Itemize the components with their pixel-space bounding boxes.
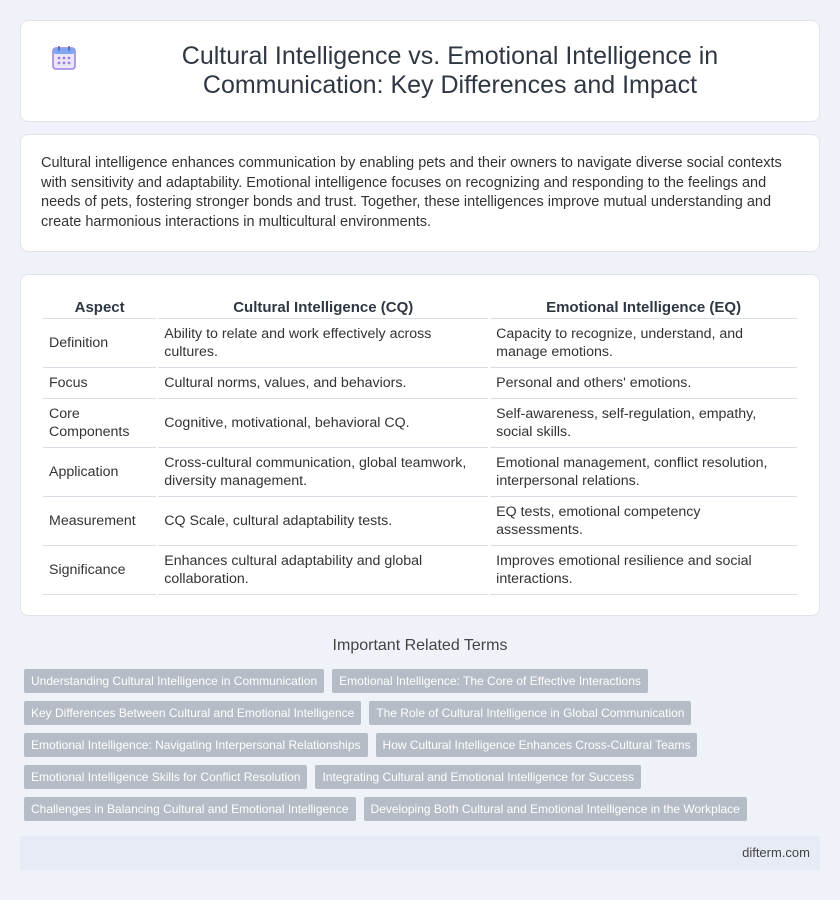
related-term-link[interactable]: Developing Both Cultural and Emotional Intelligence in the Workplace	[364, 797, 747, 821]
related-term-link[interactable]: The Role of Cultural Intelligence in Global Communication	[369, 701, 691, 725]
related-terms-heading: Important Related Terms	[332, 637, 508, 654]
comparison-table	[41, 293, 799, 595]
related-term-link[interactable]: Emotional Intelligence: Navigating Interpersonal Relationships	[24, 733, 368, 757]
table-row	[43, 546, 797, 595]
table-cell-cq: Enhances cultural adaptability and global collaboration.	[158, 546, 488, 595]
header-card	[20, 20, 820, 122]
related-term-link[interactable]: Emotional Intelligence Skills for Conflict Resolution	[24, 765, 307, 789]
site-name[interactable]: difterm.com	[742, 845, 810, 860]
table-cell-cq: Cultural norms, values, and behaviors.	[158, 368, 488, 399]
table-cell-eq: Self-awareness, self-regulation, empathy, social skills.	[490, 399, 797, 448]
table-cell-aspect: Measurement	[43, 497, 156, 546]
related-term-link[interactable]: How Cultural Intelligence Enhances Cross-Cultural Teams	[376, 733, 698, 757]
table-cell-cq: Ability to relate and work effectively across cultures.	[158, 319, 488, 368]
tag-row	[24, 797, 804, 821]
table-cell-aspect: Core Components	[43, 399, 156, 448]
column-header-cq: Cultural Intelligence (CQ)	[158, 293, 488, 319]
table-row	[43, 368, 797, 399]
table-cell-eq: Improves emotional resilience and social interactions.	[490, 546, 797, 595]
related-term-link[interactable]: Key Differences Between Cultural and Emotional Intelligence	[24, 701, 361, 725]
related-term-link[interactable]: Emotional Intelligence: The Core of Effective Interactions	[332, 669, 648, 693]
table-cell-aspect: Focus	[43, 368, 156, 399]
table-row	[43, 448, 797, 497]
related-term-link[interactable]: Understanding Cultural Intelligence in Communication	[24, 669, 324, 693]
intro-paragraph: Cultural intelligence enhances communication by enabling pets and their owners to navigate diverse social contexts with sensitivity and adaptability. Emotional intelligence focuses on recognizing and responding to the feelings and needs of pets, fostering stronger bonds and trust. Together, these intelligences improve mutual understanding and create harmonious interactions in multicultural environments.	[41, 155, 782, 230]
table-cell-cq: Cognitive, motivational, behavioral CQ.	[158, 399, 488, 448]
column-header-eq: Emotional Intelligence (EQ)	[490, 293, 797, 319]
table-cell-eq: Personal and others' emotions.	[490, 368, 797, 399]
table-cell-aspect: Significance	[43, 546, 156, 595]
table-row	[43, 497, 797, 546]
table-cell-cq: CQ Scale, cultural adaptability tests.	[158, 497, 488, 546]
table-cell-eq: Capacity to recognize, understand, and manage emotions.	[490, 319, 797, 368]
tag-row	[24, 765, 804, 789]
related-term-link[interactable]: Integrating Cultural and Emotional Intelligence for Success	[315, 765, 641, 789]
table-row	[43, 319, 797, 368]
table-cell-aspect: Application	[43, 448, 156, 497]
table-cell-cq: Cross-cultural communication, global teamwork, diversity management.	[158, 448, 488, 497]
table-cell-aspect: Definition	[43, 319, 156, 368]
page-title: Cultural Intelligence vs. Emotional Intelligence in Communication: Key Differences and Impact	[181, 42, 719, 99]
tag-row	[24, 733, 804, 757]
column-header-aspect: Aspect	[43, 293, 156, 319]
related-term-link[interactable]: Challenges in Balancing Cultural and Emotional Intelligence	[24, 797, 356, 821]
comparison-table-card	[20, 274, 820, 616]
intro-card	[20, 134, 820, 252]
tag-row	[24, 701, 804, 725]
related-terms-list	[24, 669, 804, 829]
table-cell-eq: Emotional management, conflict resolution, interpersonal relations.	[490, 448, 797, 497]
footer	[20, 836, 820, 870]
tag-row	[24, 669, 804, 693]
table-row	[43, 399, 797, 448]
table-header-row	[43, 293, 797, 319]
table-cell-eq: EQ tests, emotional competency assessments.	[490, 497, 797, 546]
